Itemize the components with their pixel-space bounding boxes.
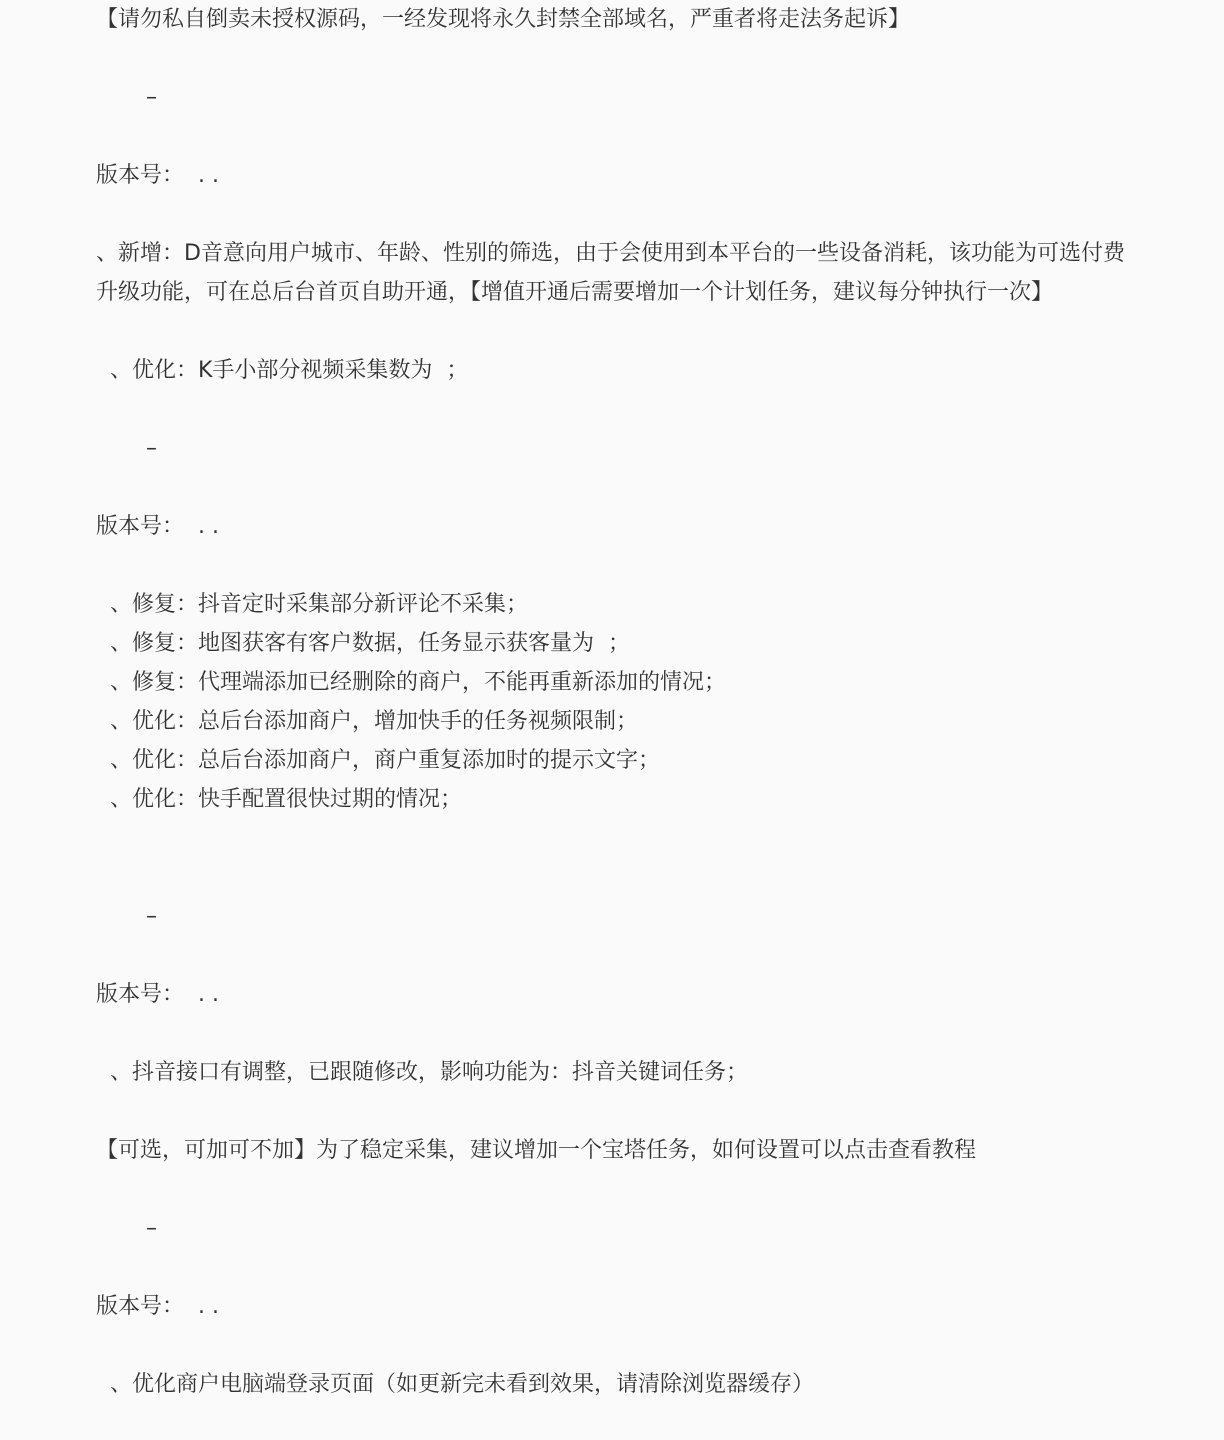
version-label: 版本号： — [96, 982, 185, 1007]
changelog-item: 、优化：K手小部分视频采集数为 ； — [96, 358, 469, 383]
version-label: 版本号： — [96, 163, 185, 188]
changelog-item: 、修复：抖音定时采集部分新评论不采集； — [96, 592, 528, 617]
changelog-item: 、优化：总后台添加商户，商户重复添加时的提示文字； — [96, 748, 660, 773]
changelog-item: 、抖音接口有调整，已跟随修改，影响功能为：抖音关键词任务； — [96, 1060, 748, 1085]
version-line — [96, 975, 1136, 1014]
version-value: . . — [184, 163, 219, 188]
changelog-item: 、优化：快手配置很快过期的情况； — [96, 787, 462, 812]
version-line — [96, 156, 1136, 195]
version-value: . . — [184, 982, 219, 1007]
changelog-item: 、新增：D音意向用户城市、年龄、性别的筛选，由于会使用到本平台的一些设备消耗，该功能为可选付费升级功能，可在总后台首页自助开通，【增值开通后需要增加一个计划任务，建议每分钟执行一次】 — [96, 241, 1125, 305]
copyright-notice: 【请勿私自倒卖未授权源码，一经发现将永久封禁全部域名，严重者将走法务起诉】 — [96, 7, 911, 32]
release-separator: – — [146, 436, 157, 461]
changelog-item: 、修复：地图获客有客户数据，任务显示获客量为 ； — [96, 631, 630, 656]
version-label: 版本号： — [96, 1294, 185, 1319]
changelog-item: 、优化商户电脑端登录页面（如更新完未看到效果，请清除浏览器缓存） — [96, 1372, 814, 1397]
release-separator: – — [146, 904, 157, 929]
tutorial-note: 【可选，可加可不加】为了稳定采集，建议增加一个宝塔任务，如何设置可以点击查看教程 — [96, 1138, 977, 1163]
version-line — [96, 507, 1136, 546]
changelog-item: 、优化：总后台添加商户，增加快手的任务视频限制； — [96, 709, 638, 734]
version-label: 版本号： — [96, 514, 185, 539]
release-separator: – — [146, 1216, 157, 1241]
version-value: . . — [184, 1294, 219, 1319]
version-value: . . — [184, 514, 219, 539]
release-separator: – — [146, 85, 157, 110]
changelog-item: 、修复：代理端添加已经删除的商户，不能再重新添加的情况； — [96, 670, 726, 695]
version-line — [96, 1287, 1136, 1326]
